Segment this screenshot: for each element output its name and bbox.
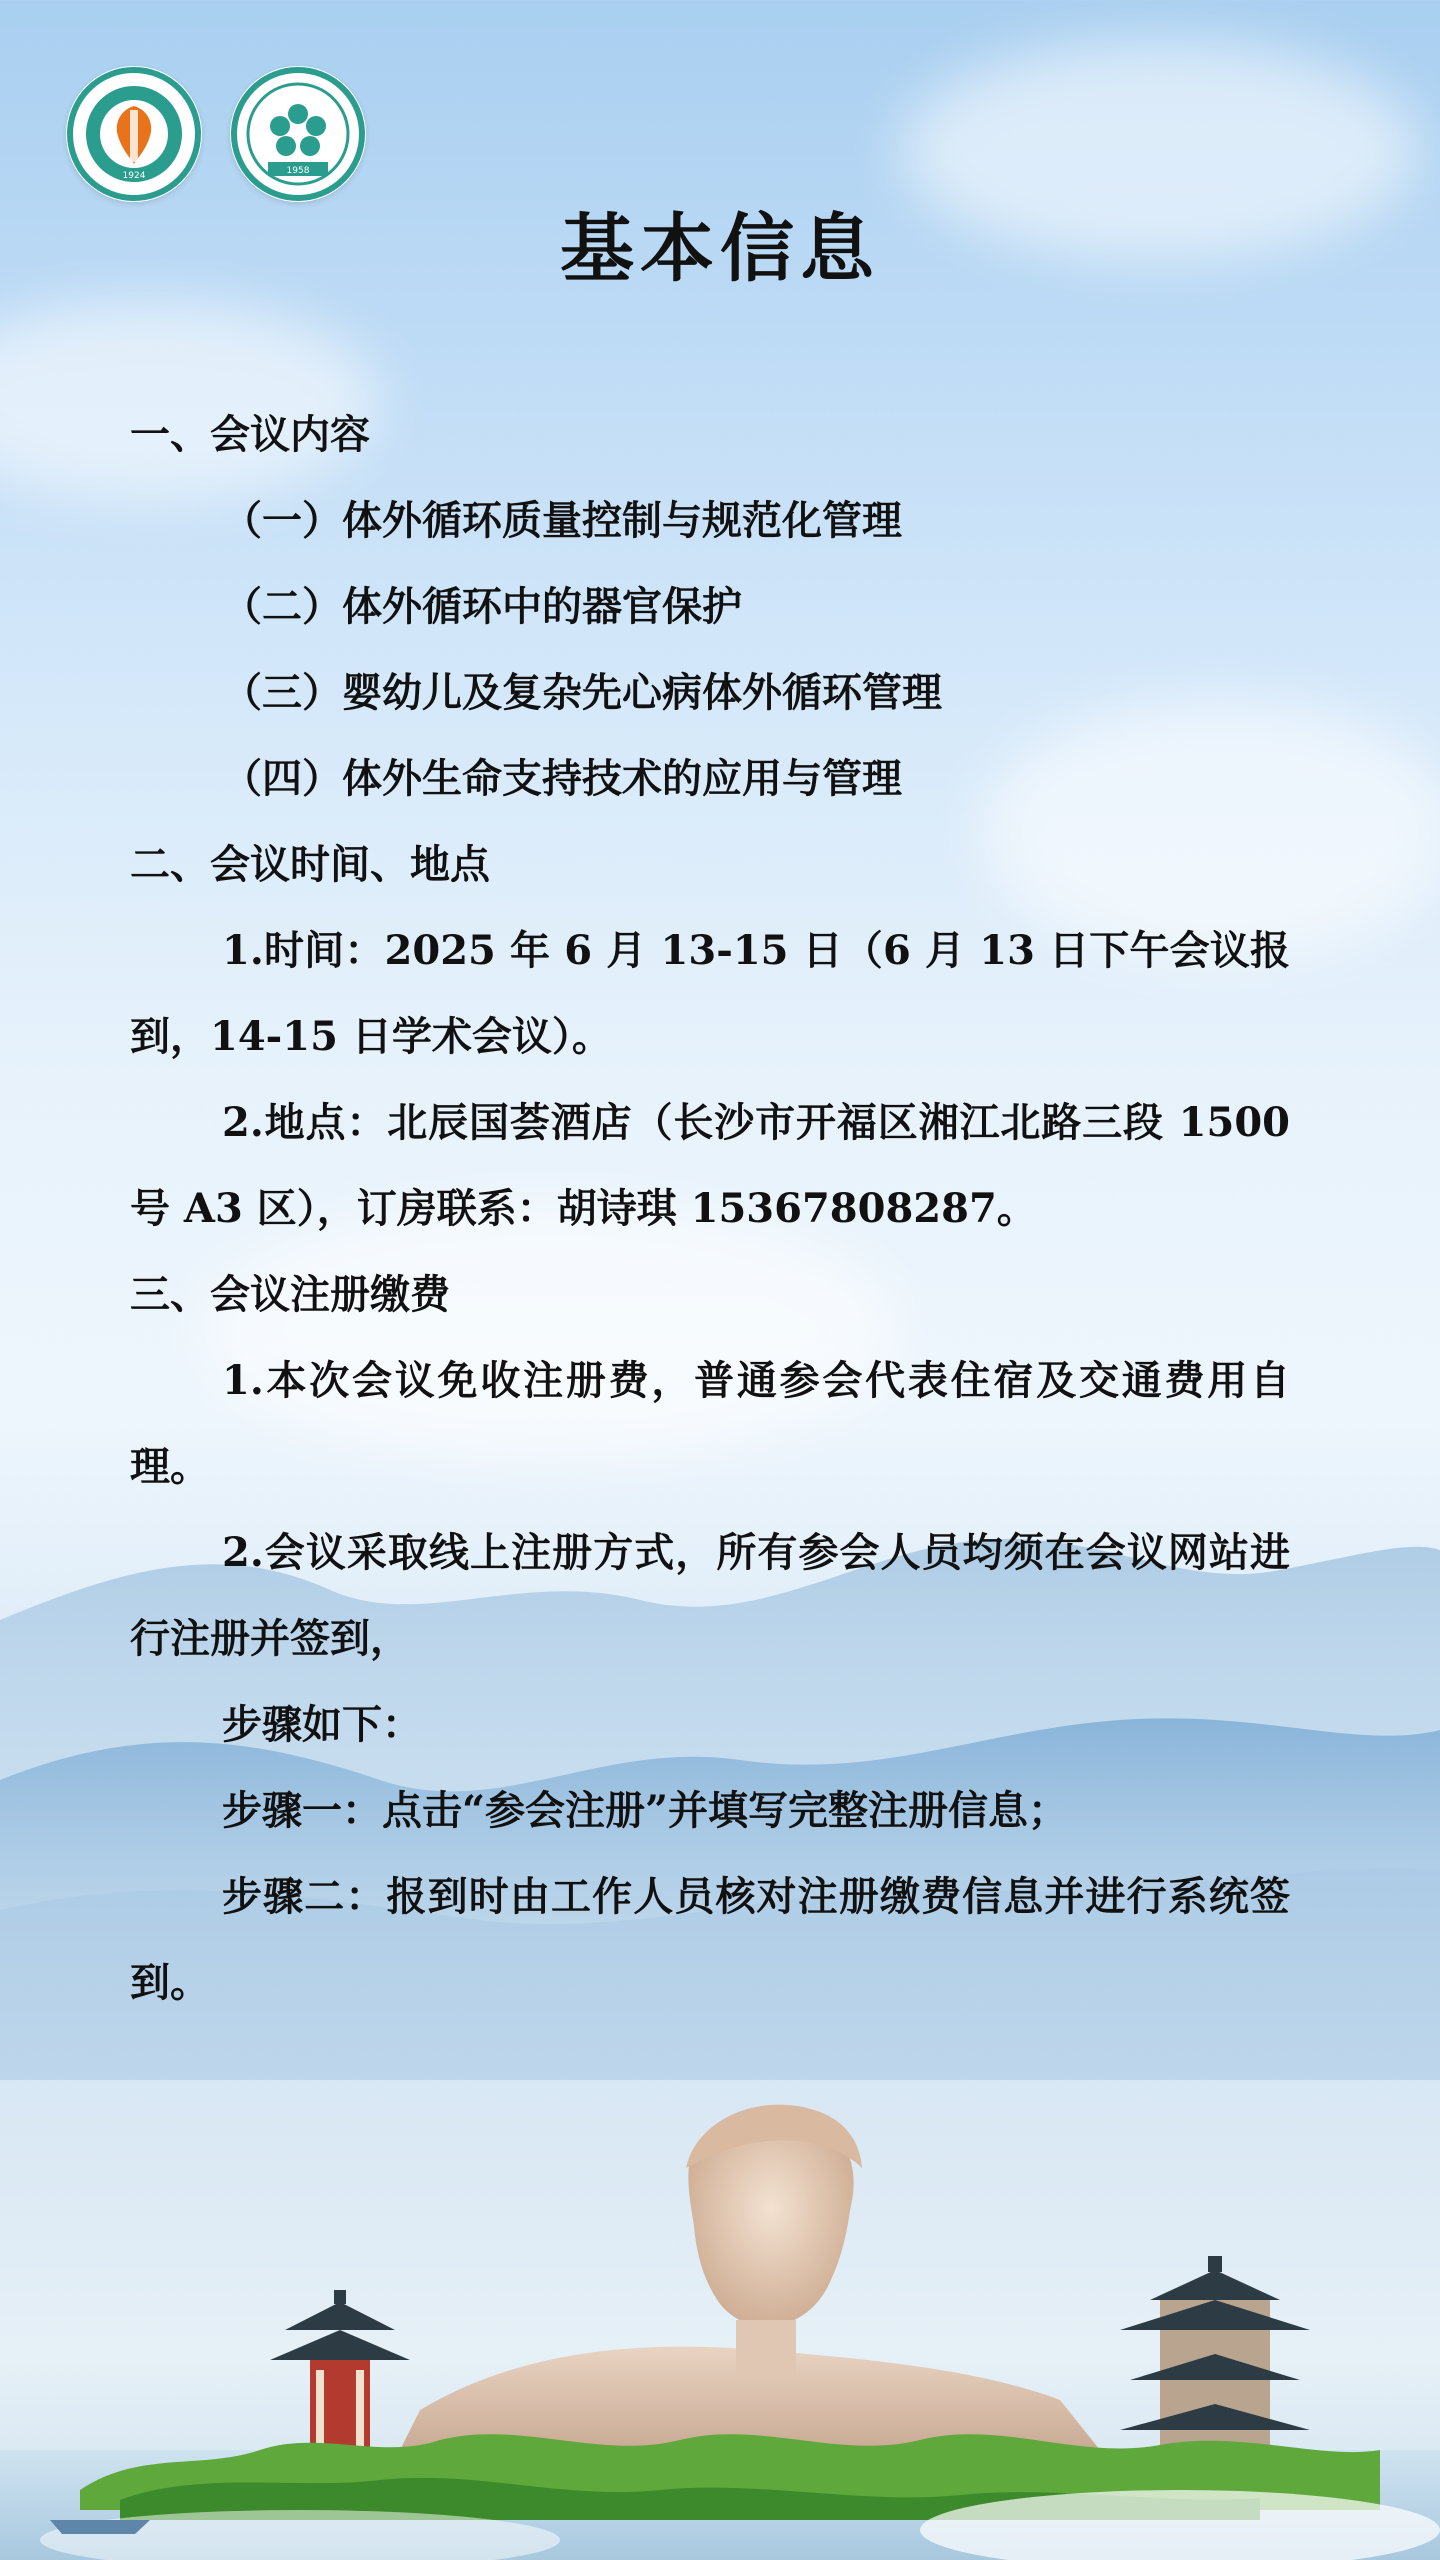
step-two: 步骤二：报到时由工作人员核对注册缴费信息并进行系统签到。 xyxy=(130,1873,1290,2006)
time-paragraph: 1.时间：2025 年 6 月 13-15 日（6 月 13 日下午会议报到，14-15 日学术会议）。 xyxy=(130,927,1290,1060)
content-item: （四）体外生命支持技术的应用与管理 xyxy=(222,755,902,802)
content-item: （二）体外循环中的器官保护 xyxy=(222,583,742,630)
boat-icon xyxy=(50,2520,150,2534)
content-item: （三）婴幼儿及复杂先心病体外循环管理 xyxy=(222,669,942,716)
sculpture-head xyxy=(686,2105,862,2380)
page-title: 基本信息 xyxy=(560,206,880,292)
step-one: 步骤一：点击“参会注册”并填写完整注册信息； xyxy=(222,1787,1069,1834)
svg-text:1924: 1924 xyxy=(122,171,146,181)
section-heading-time-place: 二、会议时间、地点 xyxy=(130,841,490,888)
landmark-scenery xyxy=(0,2050,1440,2560)
section-heading-registration: 三、会议注册缴费 xyxy=(130,1271,450,1318)
hospital-logo xyxy=(230,66,366,202)
registration-paragraph: 2.会议采取线上注册方式，所有参会人员均须在会议网站进行注册并签到， xyxy=(130,1529,1290,1662)
content-item: （一）体外循环质量控制与规范化管理 xyxy=(222,497,902,544)
section-heading-content: 一、会议内容 xyxy=(130,411,370,458)
left-pavilion xyxy=(270,2290,410,2450)
right-tower xyxy=(1120,2256,1310,2470)
fee-paragraph: 1.本次会议免收注册费，普通参会代表住宿及交通费用自理。 xyxy=(130,1357,1290,1490)
place-paragraph: 2.地点：北辰国荟酒店（长沙市开福区湘江北路三段 1500 号 A3 区），订房联系：胡诗琪 15367808287。 xyxy=(130,1099,1290,1232)
info-content xyxy=(130,392,1290,2026)
svg-text:1958: 1958 xyxy=(286,166,310,176)
hunan-medical-association-logo xyxy=(66,66,202,202)
steps-intro: 步骤如下： xyxy=(222,1701,422,1748)
